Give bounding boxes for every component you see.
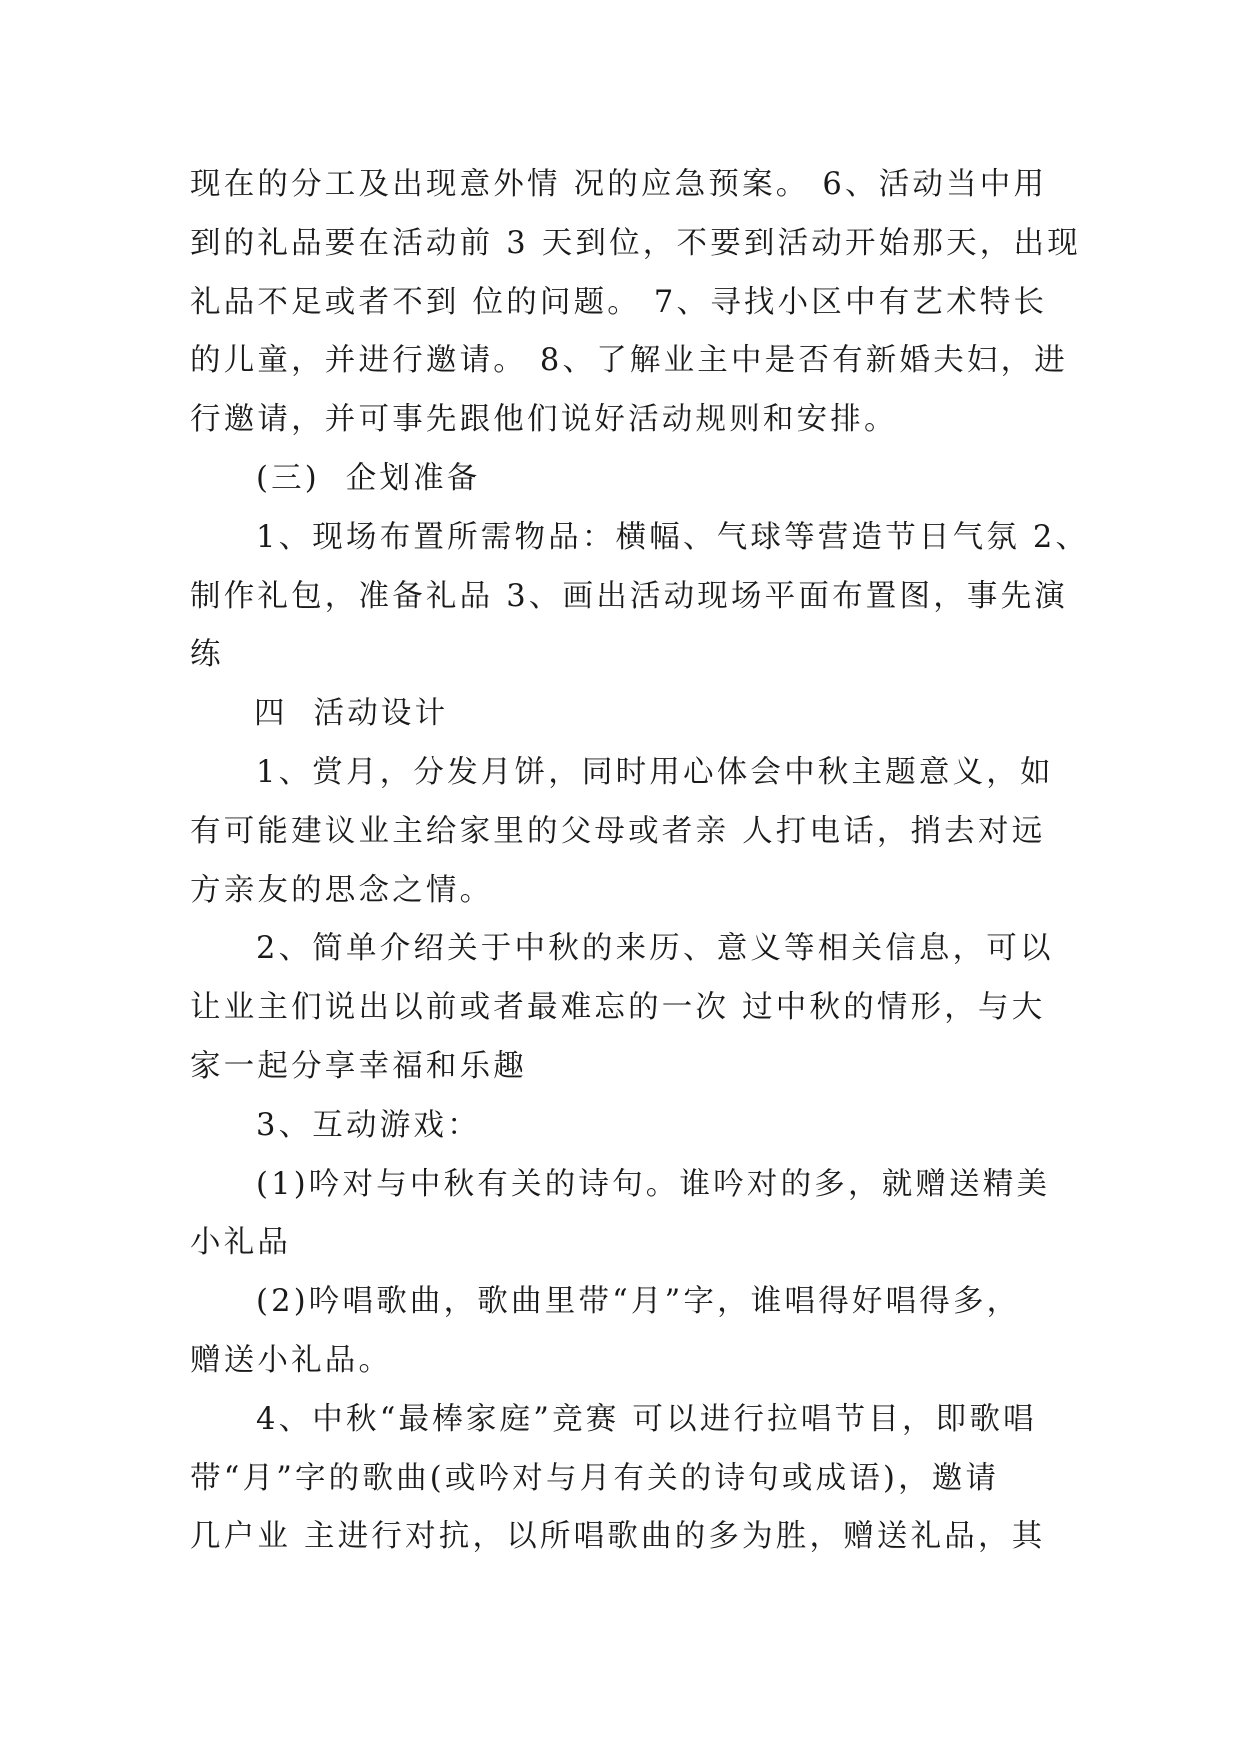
body-line: 3、互动游戏： — [256, 1107, 481, 1143]
body-line: 赠送小礼品。 — [190, 1342, 393, 1378]
section-heading: 四 活动设计 — [254, 696, 449, 732]
body-line: 带“月”字的歌曲(或吟对与月有关的诗句或成语)，邀请 — [190, 1460, 1000, 1496]
body-line: 方亲友的思念之情。 — [190, 872, 494, 908]
body-line: 几户业 主进行对抗，以所唱歌曲的多为胜，赠送礼品，其 — [190, 1519, 1046, 1555]
body-line: 4、中秋“最棒家庭”竞赛 可以进行拉唱节目，即歌唱 — [256, 1401, 1037, 1437]
body-line: 1、现场布置所需物品：横幅、气球等营造节日气氛 2、 — [256, 519, 1090, 555]
body-line: 让业主们说出以前或者最难忘的一次 过中秋的情形，与大 — [190, 990, 1046, 1026]
body-line: 制作礼包，准备礼品 3、画出活动现场平面布置图，事先演 — [190, 578, 1068, 614]
body-line: 1、赏月，分发月饼，同时用心体会中秋主题意义，如 — [256, 754, 1054, 790]
body-line: 行邀请，并可事先跟他们说好活动规则和安排。 — [190, 402, 898, 438]
document-body — [190, 156, 1090, 1567]
body-line: 有可能建议业主给家里的父母或者亲 人打电话，捎去对远 — [190, 813, 1046, 849]
body-line: (2)吟唱歌曲，歌曲里带“月”字，谁唱得好唱得多， — [256, 1284, 1021, 1320]
body-line: 2、简单介绍关于中秋的来历、意义等相关信息，可以 — [256, 931, 1054, 967]
body-line: 小礼品 — [190, 1225, 292, 1261]
body-line: 练 — [190, 637, 224, 673]
body-line: 礼品不足或者不到 位的问题。 7、寻找小区中有艺术特长 — [190, 284, 1048, 320]
body-line: 到的礼品要在活动前 3 天到位，不要到活动开始那天，出现 — [190, 225, 1081, 261]
section-heading: (三) 企划准备 — [256, 460, 481, 496]
body-line: 的儿童，并进行邀请。 8、了解业主中是否有新婚夫妇，进 — [190, 343, 1068, 379]
body-line: 家一起分享幸福和乐趣 — [190, 1048, 527, 1084]
body-line: (1)吟对与中秋有关的诗句。谁吟对的多，就赠送精美 — [256, 1166, 1051, 1202]
body-line: 现在的分工及出现意外情 况的应急预案。 6、活动当中用 — [190, 167, 1048, 202]
